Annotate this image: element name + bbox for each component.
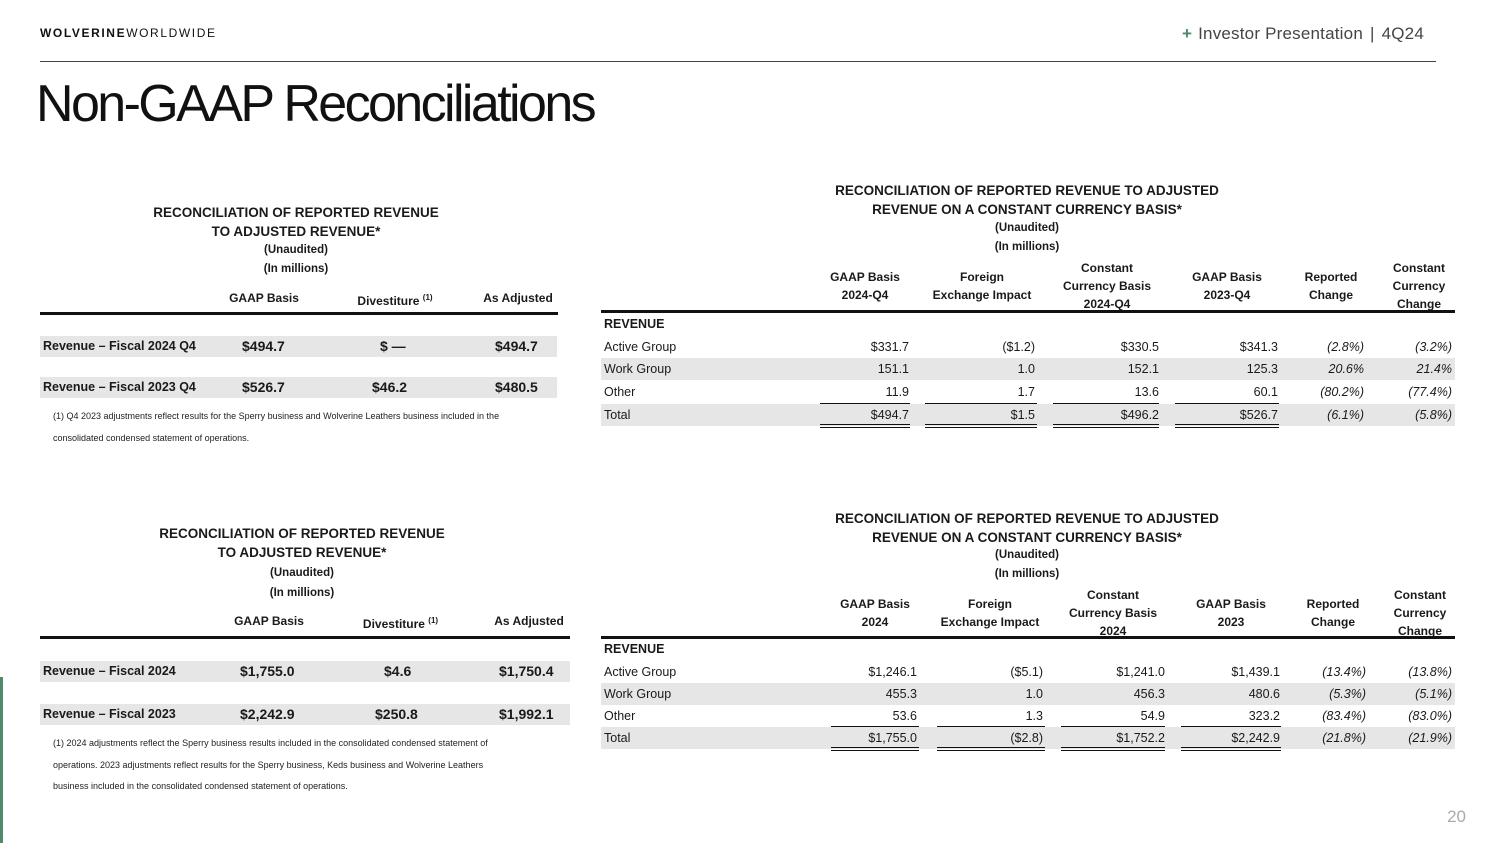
right-q4-title-line1: RECONCILIATION OF REPORTED REVENUE TO ADJUSTED — [835, 183, 1219, 198]
fx-value: 1.3 — [1025, 709, 1043, 723]
presentation-period: 4Q24 — [1381, 24, 1424, 43]
right-q4-header-rule — [601, 310, 1455, 313]
col-header-line: GAAP Basis — [830, 270, 900, 284]
table-row — [601, 381, 1455, 403]
row-label: Revenue – Fiscal 2024 — [43, 664, 176, 678]
left-fy-header-rule — [40, 636, 570, 639]
left-fy-col-divestiture — [343, 612, 458, 633]
table-row — [601, 336, 1455, 358]
fx-value: 1.0 — [1017, 362, 1035, 376]
right-q4-units: (In millions) — [994, 241, 1060, 253]
right-q4-unaudited: (Unaudited) — [995, 222, 1059, 234]
cc-change-value: (5.8%) — [1415, 408, 1452, 422]
col-header-line: Change — [1397, 624, 1442, 638]
left-q4-title-line2: TO ADJUSTED REVENUE* — [211, 224, 381, 239]
total-double-rule — [831, 747, 919, 751]
gaap-prior-value: 480.6 — [1248, 687, 1280, 701]
cc-change-value: (83.0%) — [1408, 709, 1452, 723]
table-row — [601, 358, 1455, 380]
left-fy-col-adjusted: As Adjusted — [494, 614, 564, 628]
cc-change-value: (5.1%) — [1415, 687, 1452, 701]
footnote-line: consolidated condensed statement of operations. — [53, 432, 250, 443]
row-label: Revenue – Fiscal 2023 — [43, 707, 176, 721]
header-divider — [40, 61, 1436, 62]
divestiture-value: $250.8 — [375, 706, 418, 722]
col-header-line: GAAP Basis — [1196, 597, 1266, 611]
footnote-line: (1) Q4 2023 adjustments reflect results for the Sperry business and Wolverine Leathers business included in the — [53, 411, 500, 421]
gaap-prior-value: $526.7 — [1239, 408, 1278, 422]
cc-change-value: (77.4%) — [1408, 385, 1452, 399]
reported-change-value: (83.4%) — [1322, 709, 1366, 723]
right-fy-unaudited: (Unaudited) — [995, 549, 1059, 561]
page-title: Non-GAAP Reconciliations — [36, 75, 595, 133]
gaap-current-value: 11.9 — [885, 385, 909, 399]
right-q4-title — [777, 181, 1277, 219]
footnote-marker: (1) — [422, 293, 433, 302]
fx-value: ($1.2) — [1002, 340, 1035, 354]
right-fy-col-reported — [1289, 595, 1377, 631]
cc-change-value: (13.8%) — [1408, 665, 1452, 679]
gaap-value: $526.7 — [242, 379, 285, 395]
adjusted-value: $1,992.1 — [499, 706, 554, 722]
header-separator: | — [1369, 24, 1375, 43]
gaap-current-value: $1,755.0 — [868, 731, 917, 745]
table-row-total — [601, 404, 1455, 426]
divestiture-value: $ — — [380, 338, 406, 354]
col-header-line: Currency — [1393, 606, 1447, 620]
col-header-line: 2023 — [1217, 615, 1245, 629]
footnote-line: operations. 2023 adjustments reflect results for the Sperry business, Keds business and Wolverine Leathers — [53, 759, 484, 770]
left-q4-header-rule — [40, 312, 558, 315]
presentation-label — [1182, 24, 1424, 44]
fx-value: ($5.1) — [1010, 665, 1043, 679]
row-label: Total — [604, 408, 631, 422]
right-q4-col-gaap-prior — [1175, 268, 1279, 304]
left-fy-col-gaap: GAAP Basis — [234, 614, 304, 628]
col-header-line: Exchange Impact — [932, 288, 1032, 302]
left-q4-footnote — [53, 406, 553, 449]
total-double-rule — [1175, 424, 1279, 428]
cc-value: $1,241.0 — [1116, 665, 1165, 679]
left-fy-col-divestiture-label: Divestiture — [362, 617, 425, 631]
right-q4-col-cc-change — [1382, 259, 1456, 313]
gaap-value: $2,242.9 — [240, 706, 295, 722]
right-fy-col-gaap-current — [822, 595, 928, 631]
gaap-value: $494.7 — [242, 338, 285, 354]
col-header-line: 2024 — [1099, 624, 1127, 638]
reported-change-value: (80.2%) — [1320, 385, 1364, 399]
brand-logo — [40, 26, 217, 40]
cc-value: 456.3 — [1133, 687, 1165, 701]
total-double-rule — [1053, 424, 1159, 428]
reported-change-value: (5.3%) — [1329, 687, 1366, 701]
footnote-marker: (1) — [428, 616, 439, 625]
table-row — [40, 377, 557, 398]
page-number: 20 — [1447, 807, 1466, 826]
cc-change-value: 21.4% — [1416, 362, 1452, 376]
cc-value: 152.1 — [1127, 362, 1159, 376]
col-header-line: Exchange Impact — [940, 615, 1040, 629]
reported-change-value: 20.6% — [1328, 362, 1364, 376]
col-header-line: Change — [1308, 288, 1353, 302]
cc-value: $1,752.2 — [1116, 731, 1165, 745]
fx-value: 1.7 — [1017, 385, 1035, 399]
row-label: Work Group — [604, 687, 672, 701]
row-label: Other — [604, 709, 636, 723]
cc-value: $330.5 — [1120, 340, 1159, 354]
gaap-prior-value: $341.3 — [1239, 340, 1278, 354]
right-q4-section-label: REVENUE — [604, 317, 665, 331]
right-fy-col-gaap-prior — [1179, 595, 1283, 631]
right-fy-section-label: REVENUE — [604, 642, 665, 656]
left-q4-units: (In millions) — [263, 263, 329, 275]
cc-value: 54.9 — [1140, 709, 1165, 723]
adjusted-value: $494.7 — [495, 338, 538, 354]
col-header-line: Foreign — [968, 597, 1012, 611]
footnote-line: (1) 2024 adjustments reflect the Sperry business results included in the consolidated condensed statement of — [53, 738, 488, 748]
plus-icon: + — [1181, 24, 1193, 43]
cc-change-value: (3.2%) — [1415, 340, 1452, 354]
row-label: Active Group — [604, 340, 677, 354]
reported-change-value: (6.1%) — [1327, 408, 1364, 422]
col-header-line: Reported — [1304, 270, 1358, 284]
left-q4-col-gaap: GAAP Basis — [229, 291, 299, 305]
gaap-prior-value: $2,242.9 — [1231, 731, 1280, 745]
row-label: Revenue – Fiscal 2023 Q4 — [43, 380, 196, 394]
col-header-line: Change — [1396, 297, 1441, 311]
right-fy-col-cc-change — [1382, 586, 1458, 640]
total-double-rule — [937, 747, 1045, 751]
col-header-line: GAAP Basis — [1192, 270, 1262, 284]
cc-value: $496.2 — [1120, 408, 1159, 422]
brand-wordmark-bold: WOLVERINE — [40, 26, 127, 40]
brand-wordmark-regular: WORLDWIDE — [126, 26, 217, 40]
gaap-current-value: $1,246.1 — [868, 665, 917, 679]
gaap-prior-value: 125.3 — [1246, 362, 1278, 376]
row-label: Total — [604, 731, 631, 745]
row-label: Active Group — [604, 665, 677, 679]
divestiture-value: $4.6 — [384, 663, 412, 679]
fx-value: $1.5 — [1010, 408, 1035, 422]
col-header-line: 2024-Q4 — [841, 288, 889, 302]
right-fy-col-cc — [1058, 586, 1168, 640]
right-q4-col-gaap-current — [812, 268, 918, 304]
gaap-current-value: 151.1 — [877, 362, 909, 376]
left-fy-title-line2: TO ADJUSTED REVENUE* — [217, 545, 387, 560]
fx-value: 1.0 — [1025, 687, 1043, 701]
left-q4-unaudited: (Unaudited) — [264, 244, 328, 256]
divestiture-value: $46.2 — [372, 379, 408, 395]
col-header-line: Currency Basis — [1062, 279, 1152, 293]
total-double-rule — [1061, 747, 1165, 751]
total-double-rule — [925, 424, 1037, 428]
right-fy-units: (In millions) — [994, 568, 1060, 580]
right-fy-title-line2: REVENUE ON A CONSTANT CURRENCY BASIS* — [872, 530, 1182, 545]
col-header-line: Currency Basis — [1068, 606, 1158, 620]
col-header-line: Constant — [1393, 261, 1445, 275]
presentation-name: Investor Presentation — [1198, 24, 1363, 43]
row-label: Work Group — [604, 362, 672, 376]
col-header-line: Constant — [1394, 588, 1446, 602]
table-row-total — [601, 727, 1455, 749]
total-double-rule — [1181, 747, 1281, 751]
left-fy-units: (In millions) — [269, 587, 335, 599]
gaap-current-value: $331.7 — [870, 340, 909, 354]
reported-change-value: (2.8%) — [1327, 340, 1364, 354]
right-q4-col-reported — [1287, 268, 1375, 304]
gaap-value: $1,755.0 — [240, 663, 295, 679]
right-fy-title — [777, 509, 1277, 547]
gaap-prior-value: $1,439.1 — [1231, 665, 1280, 679]
right-q4-col-cc — [1052, 259, 1162, 313]
table-row — [601, 661, 1455, 683]
row-label: Revenue – Fiscal 2024 Q4 — [43, 339, 196, 353]
left-fy-footnote — [53, 733, 563, 798]
col-header-line: Constant — [1087, 588, 1139, 602]
accent-bar — [0, 677, 3, 843]
right-q4-title-line2: REVENUE ON A CONSTANT CURRENCY BASIS* — [872, 202, 1182, 217]
col-header-line: 2024 — [861, 615, 889, 629]
col-header-line: GAAP Basis — [840, 597, 910, 611]
left-fy-title — [102, 524, 502, 562]
left-fy-unaudited: (Unaudited) — [270, 567, 334, 579]
right-fy-header-rule — [601, 636, 1455, 639]
total-double-rule — [820, 424, 910, 428]
right-fy-title-line1: RECONCILIATION OF REPORTED REVENUE TO ADJUSTED — [835, 511, 1219, 526]
gaap-prior-value: 60.1 — [1253, 385, 1278, 399]
gaap-current-value: 53.6 — [892, 709, 917, 723]
col-header-line: Foreign — [960, 270, 1004, 284]
col-header-line: 2023-Q4 — [1203, 288, 1251, 302]
col-header-line: Change — [1310, 615, 1355, 629]
col-header-line: Currency — [1392, 279, 1446, 293]
cc-value: 13.6 — [1134, 385, 1159, 399]
table-row — [601, 683, 1455, 705]
col-header-line: 2024-Q4 — [1083, 297, 1131, 311]
left-q4-col-adjusted: As Adjusted — [483, 291, 553, 305]
adjusted-value: $480.5 — [495, 379, 538, 395]
right-fy-col-fx — [930, 595, 1050, 631]
left-q4-title — [96, 203, 496, 241]
right-q4-col-fx — [922, 268, 1042, 304]
row-label: Other — [604, 385, 636, 399]
left-q4-col-divestiture — [340, 289, 450, 310]
reported-change-value: (13.4%) — [1322, 665, 1366, 679]
gaap-prior-value: 323.2 — [1248, 709, 1280, 723]
fx-value: ($2.8) — [1010, 731, 1043, 745]
table-row — [40, 704, 570, 725]
adjusted-value: $1,750.4 — [499, 663, 554, 679]
footnote-line: business included in the consolidated condensed statement of operations. — [53, 781, 348, 791]
col-header-line: Constant — [1081, 261, 1133, 275]
table-row — [40, 661, 570, 682]
left-fy-title-line1: RECONCILIATION OF REPORTED REVENUE — [159, 526, 445, 541]
gaap-current-value: $494.7 — [870, 408, 909, 422]
left-q4-title-line1: RECONCILIATION OF REPORTED REVENUE — [153, 205, 439, 220]
col-header-line: Reported — [1306, 597, 1360, 611]
table-row — [40, 336, 557, 357]
reported-change-value: (21.8%) — [1322, 731, 1366, 745]
cc-change-value: (21.9%) — [1408, 731, 1452, 745]
table-row — [601, 705, 1455, 727]
gaap-current-value: 455.3 — [885, 687, 917, 701]
left-q4-col-divestiture-label: Divestiture — [357, 294, 420, 308]
